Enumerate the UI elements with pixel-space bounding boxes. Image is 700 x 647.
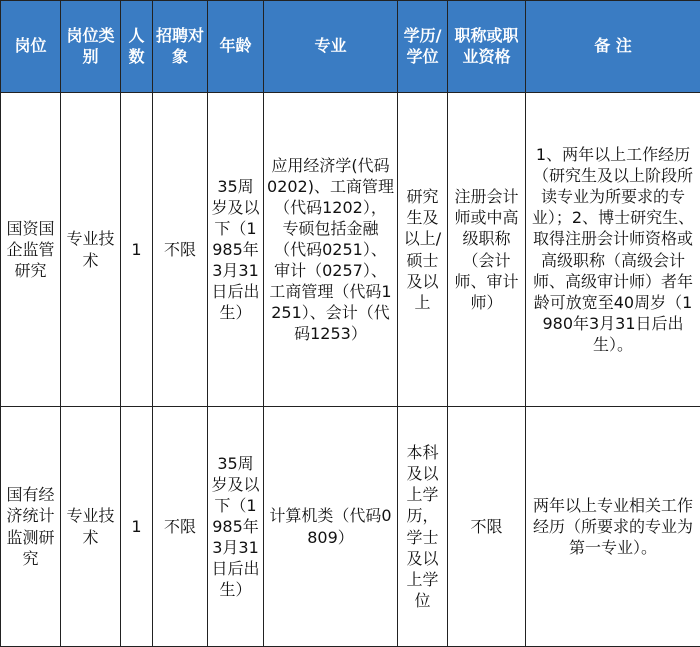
cell-remarks: 两年以上专业相关工作经历（所要求的专业为第一专业）。 — [526, 407, 700, 647]
cell-target: 不限 — [153, 93, 208, 407]
cell-age: 35周岁及以下（1985年3月31日后出生） — [208, 93, 264, 407]
header-title: 职称或职业资格 — [448, 1, 526, 93]
cell-position: 国资国企监管研究 — [1, 93, 61, 407]
header-category: 岗位类别 — [61, 1, 121, 93]
header-education: 学历/学位 — [398, 1, 448, 93]
cell-category: 专业技术 — [61, 407, 121, 647]
cell-major: 计算机类（代码0809） — [264, 407, 398, 647]
cell-count: 1 — [121, 407, 153, 647]
header-age: 年龄 — [208, 1, 264, 93]
table-header-row — [1, 1, 700, 93]
cell-title: 不限 — [448, 407, 526, 647]
cell-target: 不限 — [153, 407, 208, 647]
cell-position: 国有经济统计监测研究 — [1, 407, 61, 647]
cell-age: 35周岁及以下（1985年3月31日后出生） — [208, 407, 264, 647]
table-row — [1, 93, 700, 407]
cell-remarks: 1、两年以上工作经历（研究生及以上阶段所读专业为所要求的专业）；2、博士研究生、取得注册会计师资格或高级职称（高级会计师、高级审计师）者年龄可放宽至40周岁（1980年3月31日后出生）。 — [526, 93, 700, 407]
table-row — [1, 407, 700, 647]
cell-major: 应用经济学(代码0202)、工商管理（代码1202），专硕包括金融（代码0251）、审计（0257）、工商管理（代码1251）、会计（代码1253） — [264, 93, 398, 407]
cell-count: 1 — [121, 93, 153, 407]
header-count: 人数 — [121, 1, 153, 93]
header-target: 招聘对象 — [153, 1, 208, 93]
header-remarks: 备 注 — [526, 1, 700, 93]
cell-category: 专业技术 — [61, 93, 121, 407]
header-major: 专业 — [264, 1, 398, 93]
header-position: 岗位 — [1, 1, 61, 93]
cell-education: 本科及以上学历，学士及以上学位 — [398, 407, 448, 647]
cell-title: 注册会计师或中高级职称（会计师、审计师） — [448, 93, 526, 407]
cell-education: 研究生及以上/硕士及以上 — [398, 93, 448, 407]
